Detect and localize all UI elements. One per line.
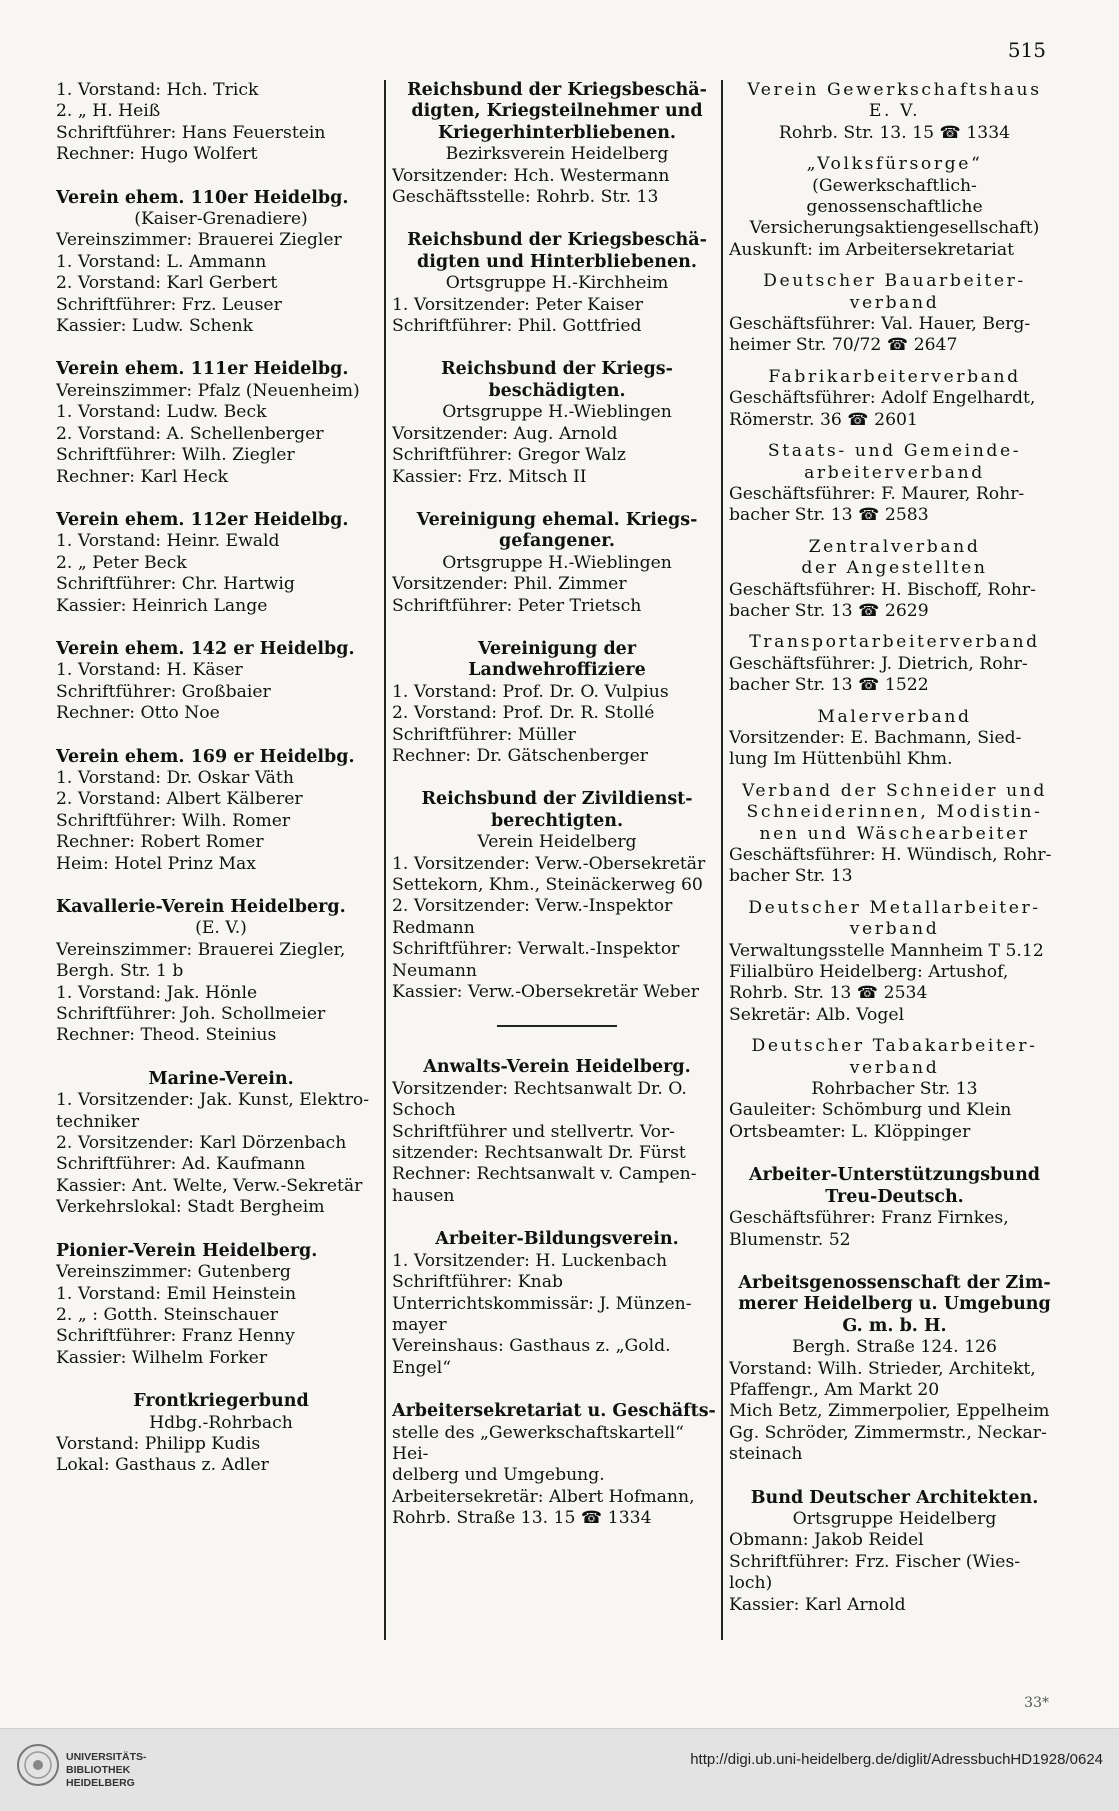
entry-heading: Deutscher Tabakarbeiter-	[751, 1036, 1038, 1057]
entry-subheading: Hdbg.-Rohrbach	[149, 1412, 293, 1433]
entry-line: stelle des „Gewerkschaftskartell“ Hei-	[392, 1422, 684, 1464]
entry-line: 2. Vorstand: Karl Gerbert	[56, 273, 278, 294]
library-name-line1: UNIVERSITÄTS-	[66, 1751, 147, 1763]
entry-block	[729, 1488, 1060, 1616]
entry-heading: Verein ehem. 112er Heidelbg.	[56, 509, 349, 530]
entry-line: Kassier: Frz. Mitsch II	[392, 466, 587, 487]
entry-heading: Deutscher Bauarbeiter-	[763, 271, 1026, 292]
entry-subheading: (Kaiser-Grenadiere)	[134, 209, 308, 230]
entry-block	[56, 188, 386, 338]
entry-subheading: Ortsgruppe Heidelberg	[792, 1508, 997, 1529]
entry-line: 2. Vorstand: Prof. Dr. R. Stollé	[392, 703, 655, 724]
entry-line: 2. Vorsitzender: Verw.-Inspektor	[392, 896, 673, 917]
entry-line: Versicherungsaktiengesellschaft)	[749, 218, 1040, 239]
entry-block	[729, 1273, 1060, 1466]
entry-line: Vorstand: Philipp Kudis	[56, 1433, 261, 1454]
entry-line: Pfaffengr., Am Markt 20	[729, 1379, 940, 1400]
entry-line: 1. Vorstand: Jak. Hönle	[56, 982, 258, 1003]
entry-line: Schriftführer: Ad. Kaufmann	[56, 1154, 306, 1175]
entry-line: Neumann	[392, 960, 477, 981]
entry-heading: Arbeiter-Unterstützungsbund Treu-Deutsch.	[748, 1165, 1041, 1207]
entry-line: Geschäftsführer: H. Bischoff, Rohr-	[729, 579, 1036, 600]
entry-block	[392, 1401, 722, 1529]
entry-line: Kassier: Ludw. Schenk	[56, 316, 254, 337]
entry-line: Sekretär: Alb. Vogel	[729, 1004, 905, 1025]
entry-block	[729, 271, 1060, 357]
library-name	[66, 1751, 147, 1790]
entry-line: Vereinszimmer: Gutenberg	[56, 1262, 291, 1283]
entry-line: Verkehrslokal: Stadt Bergheim	[56, 1197, 325, 1218]
entry-line: 1. Vorsitzender: H. Luckenbach	[392, 1250, 668, 1271]
entry-block	[56, 897, 386, 1047]
entry-line: 1. Vorstand: Ludw. Beck	[56, 402, 267, 423]
entry-line: Redmann	[392, 917, 475, 938]
entry-heading: Deutscher Metallarbeiter-	[748, 897, 1041, 918]
entry-line: Schriftführer und stellvertr. Vor-	[392, 1121, 675, 1142]
entry-heading: verband	[849, 1057, 940, 1078]
entry-line: Mich Betz, Zimmerpolier, Eppelheim	[729, 1401, 1050, 1422]
entry-heading: arbeiterverband	[804, 462, 985, 483]
entry-heading: Vereinigung ehemal. Kriegs- gefangener.	[416, 509, 698, 552]
entry-line: Arbeitersekretär: Albert Hofmann,	[392, 1486, 695, 1507]
entry-line: steinach	[729, 1444, 803, 1465]
entry-subheading: Bergh. Straße 124. 126	[792, 1337, 997, 1358]
entry-line: Schriftführer: Franz Henny	[56, 1326, 295, 1347]
entry-block	[392, 359, 722, 487]
entry-line: Rechner: Hugo Wolfert	[56, 144, 258, 165]
entry-block	[56, 747, 386, 875]
entry-heading: verband	[849, 919, 940, 940]
entry-block	[729, 441, 1060, 527]
entry-line: Schoch	[392, 1100, 456, 1121]
entry-line: Settekorn, Khm., Steinäckerweg 60	[392, 875, 703, 895]
entry-block	[729, 1036, 1060, 1143]
entry-line: 1. Vorstand: Hch. Trick	[56, 80, 259, 100]
entry-line: loch)	[729, 1573, 773, 1594]
entry-block	[56, 1391, 386, 1477]
entry-block	[392, 510, 722, 617]
entry-line: Obmann: Jakob Reidel	[729, 1530, 924, 1551]
entry-line: 1. Vorsitzender: Verw.-Obersekretär	[392, 853, 706, 874]
entry-block	[729, 154, 1060, 261]
entry-line: Vorstand: Wilh. Strieder, Architekt,	[729, 1358, 1036, 1379]
entry-block	[392, 1229, 722, 1379]
signature-mark: 33*	[1024, 1695, 1049, 1711]
entry-line: Vereinshaus: Gasthaus z. „Gold.	[392, 1336, 671, 1357]
entry-block	[56, 359, 386, 487]
entry-line: Unterrichtskommissär: J. Münzen-	[392, 1293, 692, 1314]
entry-line: Engel“	[392, 1357, 452, 1378]
entry-line: mayer	[392, 1314, 447, 1335]
entry-line: Filialbüro Heidelberg: Artushof,	[729, 962, 1009, 983]
entry-block	[729, 898, 1060, 1026]
entry-block	[392, 230, 722, 337]
column-1	[56, 80, 386, 1680]
entry-line: Blumenstr. 52	[729, 1229, 851, 1250]
entry-line: 2. Vorstand: A. Schellenberger	[56, 423, 324, 444]
entry-heading: nen und Wäschearbeiter	[759, 823, 1030, 844]
entry-line: 1. Vorstand: H. Käser	[56, 660, 243, 681]
entry-line: Rohrb. Straße 13. 15 ☎ 1334	[392, 1508, 652, 1529]
entry-heading: der Angestellten	[801, 558, 988, 579]
entry-line: Rechner: Otto Noe	[56, 703, 220, 724]
entry-line: Vorsitzender: Aug. Arnold	[392, 423, 618, 444]
entry-block	[729, 781, 1060, 888]
entry-heading: Kavallerie-Verein Heidelberg.	[56, 897, 346, 917]
entry-block	[56, 1069, 386, 1219]
entry-line: lung Im Hüttenbühl Khm.	[729, 749, 953, 770]
entry-line: Bergh. Str. 1 b	[56, 961, 184, 982]
entry-heading: Verein ehem. 142 er Heidelbg.	[56, 638, 355, 659]
entry-line: bacher Str. 13 ☎ 2629	[729, 600, 929, 621]
entry-line: bacher Str. 13	[729, 866, 853, 887]
entry-line: 1. Vorstand: Emil Heinstein	[56, 1283, 297, 1304]
entry-subheading: Bezirksverein Heidelberg	[445, 144, 669, 165]
section-separator	[497, 1025, 617, 1027]
entry-block	[729, 1165, 1060, 1251]
entry-line: Schriftführer: Phil. Gottfried	[392, 316, 642, 337]
entry-line: Vorsitzender: Rechtsanwalt Dr. O.	[392, 1078, 687, 1099]
entry-subheading: Ortsgruppe H.-Kirchheim	[445, 273, 669, 294]
entry-heading: Bund Deutscher Architekten.	[750, 1487, 1039, 1508]
entry-heading: Zentralverband	[808, 536, 981, 557]
entry-line: 1. Vorstand: Dr. Oskar Väth	[56, 767, 294, 788]
entry-line: heimer Str. 70/72 ☎ 2647	[729, 335, 958, 356]
entry-heading: Pionier-Verein Heidelberg.	[56, 1240, 318, 1261]
page-number: 515	[1007, 38, 1046, 62]
entry-heading: Reichsbund der Zivildienst- berechtigten.	[421, 789, 693, 831]
entry-block	[729, 537, 1060, 623]
entry-line: Römerstr. 36 ☎ 2601	[729, 409, 918, 430]
entry-line: hausen	[392, 1185, 455, 1206]
entry-heading: Verein ehem. 110er Heidelbg.	[56, 187, 349, 208]
entry-heading: Frontkriegerbund	[133, 1391, 309, 1412]
entry-heading: Reichsbund der Kriegsbeschä- digten und Hinterbliebenen.	[407, 230, 707, 272]
entry-line: bacher Str. 13 ☎ 2583	[729, 505, 929, 526]
entry-line: Schriftführer: Hans Feuerstein	[56, 122, 326, 143]
entry-subheading: Ortsgruppe H.-Wieblingen	[442, 402, 672, 423]
source-url-link[interactable]: http://digi.ub.uni-heidelberg.de/diglit/AdressbuchHD1928/0624	[690, 1751, 1103, 1768]
entry-line: Vorsitzender: Phil. Zimmer	[392, 574, 627, 595]
entry-line: sitzender: Rechtsanwalt Dr. Fürst	[392, 1143, 686, 1164]
entry-subheading: Verein Heidelberg	[477, 832, 637, 853]
entry-line: Geschäftsführer: Franz Firnkes,	[729, 1208, 1009, 1229]
entry-line: Geschäftsführer: H. Wündisch, Rohr-	[729, 845, 1052, 865]
entry-line: Schriftführer: Verwalt.-Inspektor	[392, 939, 680, 960]
entry-line: Rechner: Dr. Gätschenberger	[392, 745, 648, 766]
entry-line: Kassier: Verw.-Obersekretär Weber	[392, 982, 699, 1003]
entry-block	[392, 80, 722, 208]
entry-line: Schriftführer: Müller	[392, 724, 576, 745]
entry-heading: Transportarbeiterverband	[749, 632, 1040, 653]
entry-line: Rechner: Karl Heck	[56, 466, 228, 487]
library-name-line3: HEIDELBERG	[66, 1777, 135, 1789]
entry-line: 1. Vorstand: L. Ammann	[56, 251, 267, 272]
entry-line: Schriftführer: Wilh. Romer	[56, 810, 291, 831]
entry-line: Schriftführer: Chr. Hartwig	[56, 574, 295, 595]
entry-heading: Schneiderinnen, Modistin-	[746, 802, 1043, 823]
entry-block	[56, 80, 386, 166]
entry-line: Rohrb. Str. 13. 15 ☎ 1334	[778, 122, 1011, 143]
entry-line: Rechner: Rechtsanwalt v. Campen-	[392, 1164, 697, 1185]
entry-line: Kassier: Ant. Welte, Verw.-Sekretär	[56, 1175, 363, 1196]
entry-line: Geschäftsführer: Val. Hauer, Berg-	[729, 314, 1031, 335]
entry-line: Rohrb. Str. 13 ☎ 2534	[729, 983, 928, 1004]
entry-line: Gauleiter: Schömburg und Klein	[729, 1100, 1012, 1121]
entry-line: Vorsitzender: E. Bachmann, Sied-	[729, 727, 1022, 748]
entry-line: Schriftführer: Joh. Schollmeier	[56, 1004, 326, 1025]
entry-line: Kassier: Wilhelm Forker	[56, 1347, 268, 1368]
entry-subheading: Ortsgruppe H.-Wieblingen	[442, 552, 672, 573]
entry-block	[729, 367, 1060, 431]
entry-line: Schriftführer: Frz. Fischer (Wies-	[729, 1551, 1021, 1572]
entry-line: Rechner: Theod. Steinius	[56, 1025, 277, 1046]
entry-heading: Anwalts-Verein Heidelberg.	[423, 1057, 691, 1078]
entry-line: Rohrbacher Str. 13	[811, 1079, 978, 1100]
entry-line: Schriftführer: Wilh. Ziegler	[56, 445, 295, 466]
entry-line: Verwaltungsstelle Mannheim T 5.12	[729, 940, 1044, 961]
library-footer	[0, 1728, 1119, 1811]
entry-heading: Verband der Schneider und	[741, 780, 1048, 801]
entry-heading: „Volksfürsorge“	[806, 154, 983, 175]
entry-line: Heim: Hotel Prinz Max	[56, 853, 256, 874]
entry-line: Gg. Schröder, Zimmermstr., Neckar-	[729, 1422, 1047, 1443]
entry-line: Lokal: Gasthaus z. Adler	[56, 1455, 269, 1476]
entry-heading: Fabrikarbeiterverband	[768, 366, 1021, 387]
entry-heading: Malerverband	[817, 706, 972, 727]
entry-line: 2. „ Peter Beck	[56, 552, 187, 573]
entry-heading: Arbeitersekretariat u. Geschäfts-	[392, 1401, 716, 1422]
entry-line: Rechner: Robert Romer	[56, 832, 264, 853]
entry-line: bacher Str. 13 ☎ 1522	[729, 675, 929, 696]
entry-line: 1. Vorsitzender: Peter Kaiser	[392, 294, 643, 315]
entry-line: Schriftführer: Gregor Walz	[392, 445, 626, 466]
entry-line: 2. „ H. Heiß	[56, 101, 161, 122]
entry-block	[56, 1241, 386, 1369]
entry-heading: Verein ehem. 169 er Heidelbg.	[56, 746, 355, 767]
entry-block	[729, 707, 1060, 771]
entry-line: Vorsitzender: Hch. Westermann	[392, 165, 670, 186]
entry-line: Auskunft: im Arbeitersekretariat	[729, 239, 1015, 260]
entry-subheading: (E. V.)	[195, 918, 247, 939]
entry-heading: E. V.	[868, 101, 921, 122]
entry-block	[392, 789, 722, 1003]
entry-block	[729, 80, 1060, 144]
entry-heading: Vereinigung der Landwehroffiziere	[468, 638, 646, 681]
entry-line: 2. „ : Gotth. Steinschauer	[56, 1304, 279, 1325]
entry-line: Schriftführer: Peter Trietsch	[392, 595, 642, 616]
entry-block	[56, 510, 386, 617]
entry-block	[392, 639, 722, 767]
entry-block	[56, 639, 386, 725]
entry-line: Kassier: Karl Arnold	[729, 1594, 906, 1615]
entry-line: techniker	[56, 1111, 140, 1132]
entry-line: 1. Vorstand: Heinr. Ewald	[56, 531, 280, 552]
entry-line: Ortsbeamter: L. Klöppinger	[729, 1121, 971, 1142]
entry-line: 1. Vorsitzender: Jak. Kunst, Elektro-	[56, 1090, 370, 1111]
entry-heading: verband	[849, 292, 940, 313]
entry-line: Vereinszimmer: Brauerei Ziegler	[56, 230, 342, 251]
entry-line: Schriftführer: Großbaier	[56, 681, 271, 702]
entry-line: Kassier: Heinrich Lange	[56, 595, 268, 616]
entry-block	[729, 632, 1060, 696]
entry-line: Geschäftsstelle: Rohrb. Str. 13	[392, 187, 659, 208]
entry-heading: Reichsbund der Kriegs- beschädigten.	[441, 359, 673, 401]
library-name-line2: BIBLIOTHEK	[66, 1764, 131, 1776]
entry-heading: Staats- und Gemeinde-	[767, 441, 1022, 462]
entry-line: 1. Vorstand: Prof. Dr. O. Vulpius	[392, 681, 669, 702]
column-2	[392, 80, 722, 1680]
entry-heading: Marine-Verein.	[148, 1068, 294, 1089]
entry-line: Geschäftsführer: F. Maurer, Rohr-	[729, 483, 1025, 504]
entry-heading: Arbeiter-Bildungsverein.	[435, 1229, 679, 1250]
university-seal-icon	[16, 1743, 60, 1787]
entry-line: Schriftführer: Knab	[392, 1272, 563, 1293]
entry-line: delberg und Umgebung.	[392, 1465, 605, 1486]
entry-line: Schriftführer: Frz. Leuser	[56, 294, 282, 315]
column-3	[729, 80, 1060, 1680]
entry-heading: Verein Gewerkschaftshaus	[747, 80, 1042, 100]
entry-block	[392, 1057, 722, 1207]
entry-heading: Reichsbund der Kriegsbeschä- digten, Kriegsteilnehmer und Kriegerhinterbliebenen.	[407, 80, 707, 143]
entry-line: (Gewerkschaftlich-genossenschaftliche	[806, 175, 983, 218]
entry-line: Vereinszimmer: Brauerei Ziegler,	[56, 939, 346, 960]
entry-line: Geschäftsführer: Adolf Engelhardt,	[729, 388, 1036, 409]
entry-heading: Verein ehem. 111er Heidelbg.	[56, 359, 349, 380]
entry-line: 2. Vorstand: Albert Kälberer	[56, 789, 303, 810]
entry-line: Geschäftsführer: J. Dietrich, Rohr-	[729, 653, 1028, 674]
entry-heading: Arbeitsgenossenschaft der Zim- merer Heidelberg u. Umgebung G. m. b. H.	[738, 1272, 1051, 1336]
entry-line: 2. Vorsitzender: Karl Dörzenbach	[56, 1133, 347, 1154]
entry-line: Vereinszimmer: Pfalz (Neuenheim)	[56, 380, 360, 401]
